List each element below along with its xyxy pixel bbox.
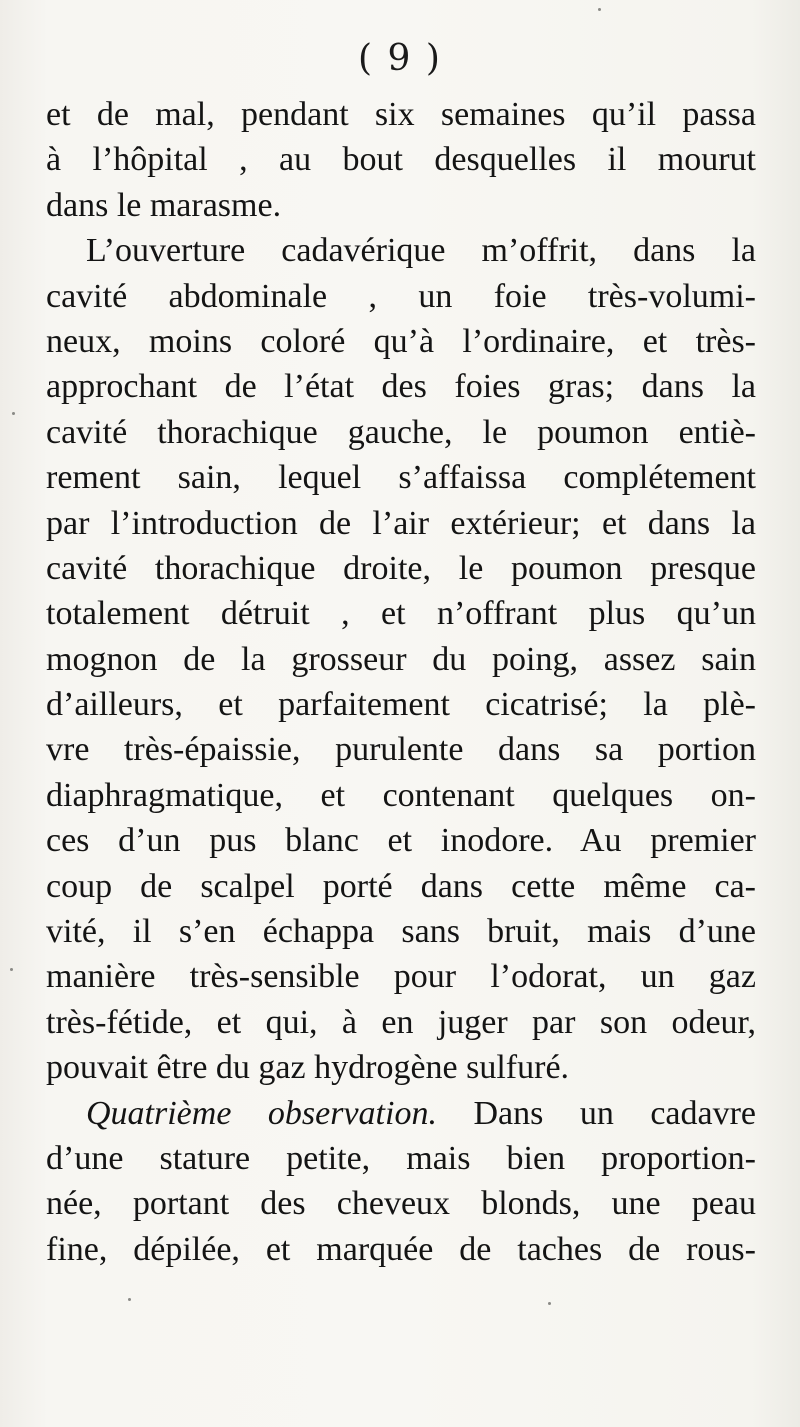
paper-speck — [128, 1298, 131, 1301]
paper-speck — [10, 968, 13, 971]
text-line: pouvait être du gaz hydrogène sulfuré. — [46, 1049, 570, 1087]
text-line: d’ailleurs, et parfaitement cicatrisé; la plè- — [46, 686, 756, 724]
text-line: mognon de la grosseur du poing, assez sain — [46, 640, 756, 678]
text-line: vre très-épaissie, purulente dans sa portion — [46, 731, 756, 769]
paper-speck — [598, 8, 601, 11]
paper-speck — [548, 1302, 551, 1305]
text-line: cavité abdominale , un foie très-volumi- — [46, 277, 756, 315]
text-line: neux, moins coloré qu’à l’ordinaire, et très- — [46, 322, 756, 360]
text-line: fine, dépilée, et marquée de taches de rous- — [46, 1230, 756, 1268]
paragraph-start-line: L’ouverture cadavérique m’offrit, dans la — [86, 232, 756, 270]
observation-line-text: Dans un cadavre — [473, 1094, 756, 1132]
text-line: rement sain, lequel s’affaissa complétement — [46, 459, 756, 497]
body-text — [46, 92, 756, 1272]
text-line: et de mal, pendant six semaines qu’il passa — [46, 96, 756, 133]
observation-heading: Quatrième observation. — [86, 1094, 437, 1132]
text-line: ces d’un pus blanc et inodore. Au premier — [46, 822, 756, 860]
text-line: d’une stature petite, mais bien proportion- — [46, 1139, 756, 1177]
observation-line — [46, 1091, 756, 1136]
text-line: approchant de l’état des foies gras; dans la — [46, 368, 756, 406]
text-line: cavité thorachique droite, le poumon presque — [46, 549, 756, 587]
text-line: cavité thorachique gauche, le poumon entiè- — [46, 413, 756, 451]
paper-speck — [12, 412, 15, 415]
text-line: manière très-sensible pour l’odorat, un gaz — [46, 958, 756, 996]
page-number: ( 9 ) — [358, 38, 442, 79]
text-line: vité, il s’en échappa sans bruit, mais d’une — [46, 913, 756, 951]
text-line: diaphragmatique, et contenant quelques on- — [46, 776, 756, 814]
text-line: dans le marasme. — [46, 186, 282, 224]
text-line: à l’hôpital , au bout desquelles il mourut — [46, 141, 756, 179]
text-line: née, portant des cheveux blonds, une peau — [46, 1185, 756, 1223]
text-line: très-fétide, et qui, à en juger par son odeur, — [46, 1003, 756, 1041]
text-line: par l’introduction de l’air extérieur; et dans la — [46, 504, 756, 542]
text-line: totalement détruit , et n’offrant plus qu’un — [46, 595, 756, 633]
text-line: coup de scalpel porté dans cette même ca- — [46, 867, 756, 905]
